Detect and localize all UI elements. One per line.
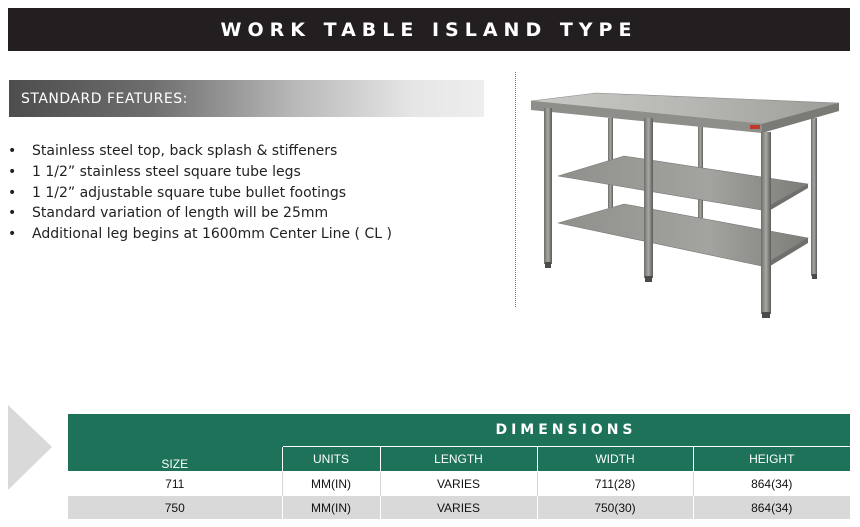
header-height: HEIGHT — [693, 447, 850, 472]
bullet-icon: • — [8, 226, 17, 243]
cell-length: VARIES — [380, 496, 537, 520]
header-units: UNITS — [282, 447, 380, 472]
table-row — [68, 472, 850, 496]
list-item — [8, 183, 392, 204]
cell-units: MM(IN) — [282, 496, 380, 520]
features-list — [8, 141, 392, 245]
feature-text: Standard variation of length will be 25mm — [32, 205, 329, 222]
cell-units: MM(IN) — [282, 472, 380, 496]
list-item — [8, 224, 392, 245]
cell-size: 750 — [68, 496, 282, 520]
dimensions-title-spacer — [68, 414, 282, 447]
bullet-icon: • — [8, 163, 17, 180]
features-header-label: STANDARD FEATURES: — [21, 90, 188, 107]
header-length: LENGTH — [380, 447, 537, 472]
table-header-row — [68, 447, 850, 472]
dimensions-title-row — [68, 414, 850, 447]
table-row — [68, 496, 850, 520]
cell-width: 711(28) — [537, 472, 693, 496]
vertical-divider — [515, 72, 516, 307]
feature-text: 1 1/2” stainless steel square tube legs — [32, 163, 301, 180]
header-size: SIZE — [68, 447, 282, 472]
header-width: WIDTH — [537, 447, 693, 472]
bullet-icon: • — [8, 205, 17, 222]
bullet-icon: • — [8, 143, 17, 159]
work-table-island-photo — [528, 88, 842, 320]
dimensions-title: DIMENSIONS — [282, 414, 850, 447]
list-item — [8, 141, 392, 162]
cell-width: 750(30) — [537, 496, 693, 520]
feature-text: Stainless steel top, back splash & stiffeners — [32, 143, 338, 159]
cell-height: 864(34) — [693, 496, 850, 520]
list-item — [8, 203, 392, 224]
cell-size: 711 — [68, 472, 282, 496]
title-bar — [8, 8, 850, 51]
page-title: WORK TABLE ISLAND TYPE — [220, 18, 638, 41]
dimensions-table — [68, 414, 850, 519]
bullet-icon: • — [8, 184, 17, 201]
list-item — [8, 162, 392, 183]
cell-height: 864(34) — [693, 472, 850, 496]
features-header — [9, 80, 484, 117]
cell-length: VARIES — [380, 472, 537, 496]
feature-text: Additional leg begins at 1600mm Center Line ( CL ) — [32, 226, 392, 243]
arrow-marker-icon — [8, 405, 52, 490]
feature-text: 1 1/2” adjustable square tube bullet footings — [32, 184, 347, 201]
